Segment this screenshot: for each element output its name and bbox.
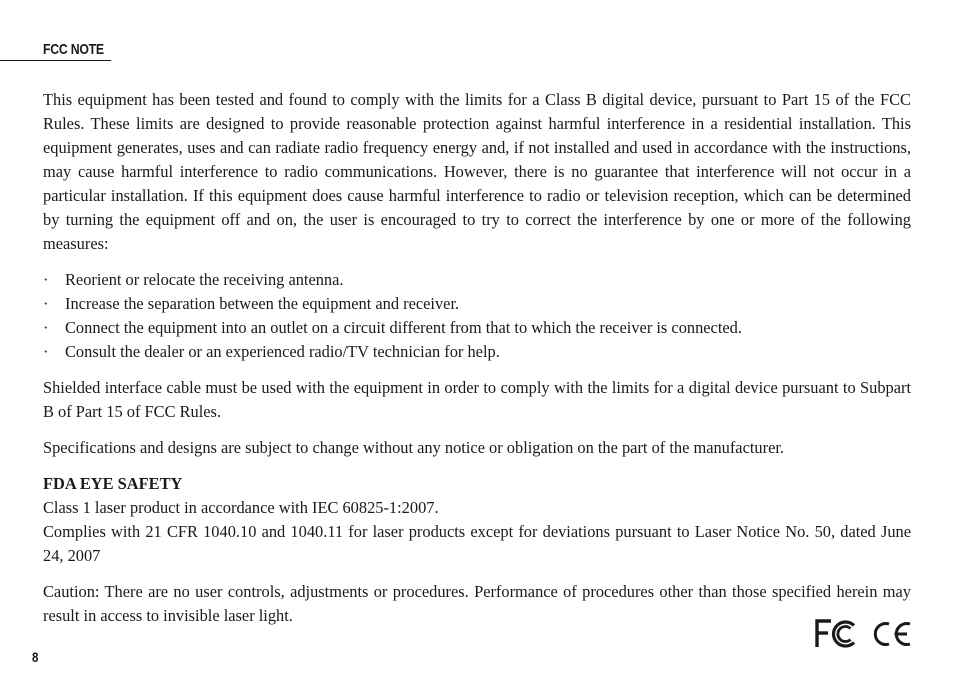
fda-heading: FDA EYE SAFETY xyxy=(43,474,183,493)
bullet-icon: · xyxy=(43,318,49,337)
bullet-icon: · xyxy=(43,294,49,313)
fcc-logo-icon xyxy=(817,621,854,647)
fda-complies-paragraph: Complies with 21 CFR 1040.10 and 1040.11 for laser products except for deviations pursuant to Laser Notice No. 50, dated June 24, 2007 xyxy=(43,522,911,565)
ce-mark-icon xyxy=(875,624,910,645)
document-body xyxy=(43,88,911,640)
page-title: FCC NOTE xyxy=(43,41,104,58)
fda-caution-paragraph: Caution: There are no user controls, adjustments or procedures. Performance of procedures other than those specified herein may result in access to invisible laser light. xyxy=(43,582,911,625)
list-item xyxy=(43,292,911,316)
specifications-paragraph: Specifications and designs are subject to change without any notice or obligation on the part of the manufacturer. xyxy=(43,438,784,457)
fda-class-line: Class 1 laser product in accordance with IEC 60825-1:2007. xyxy=(43,498,439,517)
fcc-intro-paragraph: This equipment has been tested and found to comply with the limits for a Class B digital device, pursuant to Part 15 of the FCC Rules. These limits are designed to provide reasonable protection against harmful interference in a residential installation. This equipment generates, uses and can radiate radio frequency energy and, if not installed and used in accordance with the instructions, may cause harmful interference to radio communications. However, there is no guarantee that interference will not occur in a particular installation. If this equipment does cause harmful interference to radio or television reception, which can be determined by turning the equipment off and on, the user is encouraged to try to correct the interference by one or more of the following measures: xyxy=(43,90,911,253)
bullet-icon: · xyxy=(43,270,49,289)
list-item-text: Connect the equipment into an outlet on a circuit different from that to which the receiver is connected. xyxy=(65,318,742,337)
list-item xyxy=(43,268,911,292)
page-number: 8 xyxy=(32,649,39,665)
list-item-text: Increase the separation between the equipment and receiver. xyxy=(65,294,460,313)
shielded-cable-paragraph: Shielded interface cable must be used with the equipment in order to comply with the limits for a digital device pursuant to Subpart B of Part 15 of FCC Rules. xyxy=(43,378,911,421)
header-rule xyxy=(0,60,111,61)
list-item xyxy=(43,340,911,364)
list-item-text: Consult the dealer or an experienced radio/TV technician for help. xyxy=(65,342,500,361)
list-item-text: Reorient or relocate the receiving antenna. xyxy=(65,270,344,289)
compliance-logos xyxy=(814,616,912,652)
list-item xyxy=(43,316,911,340)
measures-list xyxy=(43,268,911,364)
bullet-icon: · xyxy=(43,342,49,361)
